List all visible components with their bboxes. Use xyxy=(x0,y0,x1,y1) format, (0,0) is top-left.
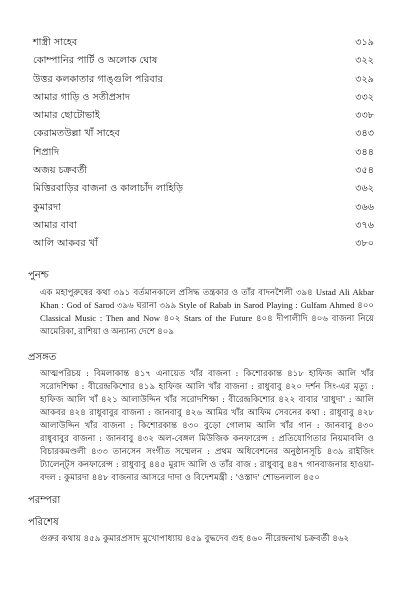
toc-entry-title: শিপ্রাদি xyxy=(33,146,60,158)
section-heading: প্রসঙ্গত xyxy=(28,351,57,363)
toc-entry xyxy=(28,199,374,217)
toc-entry-page: ৩৮০ xyxy=(355,238,374,250)
toc-entry-page: ৩৩৮ xyxy=(355,110,374,122)
toc-entry-title: শাস্ত্রী সাহেব xyxy=(33,37,78,48)
section-body: গুরুর কথায় ৪৫৯ কুমারপ্রসাদ মুখোপাধ্যায় ৪৫৯ বুদ্ধদেব গুহ ৪৬০ নীরেন্দ্রনাথ চক্রবর্তী ৪৬২ xyxy=(40,533,350,544)
toc-entry xyxy=(28,71,374,89)
section-parishesh xyxy=(28,515,374,546)
toc-entry xyxy=(28,89,374,107)
section-heading: পুনশ্চ xyxy=(28,269,49,281)
section-body: এক মহাপুরুষের কথা ৩৯১ বর্তমানকালে প্রসিদ্ধ তন্ত্রকার ও তাঁর বাদনশৈলী ৩৯৪ Ustad Ali Akbar Khan : God of Sarod ৩৯৬ ঘরানা ৩৯৯ Style of Rabab in Sarod Playing : Gulfam Ahmed ৪০০ Classical Music : Then and Now ৪০২ Stars of the Future ৪০৪ দীপালীদি ৪০৬ বাজনা নিয়ে আমেরিকা, রাশিয়া ও অন্যান্য দেশে ৪০৯ xyxy=(40,286,374,336)
section-prasanga xyxy=(28,350,374,485)
section-heading: পরম্পরা xyxy=(28,494,61,506)
toc-entry-title: আলি আকবর খাঁ xyxy=(33,238,98,250)
toc-entry-page: ৩২৯ xyxy=(355,73,374,85)
toc-entry-title: অজয় চক্রবর্তী xyxy=(33,165,88,177)
toc-entry xyxy=(28,52,374,70)
toc-entry-title: কুমারদা xyxy=(33,201,61,213)
toc-entry-title: আমার ছোটোভাই xyxy=(33,110,100,122)
toc-entry-title: কোম্পানির পার্টি ও অলোক ঘোষ xyxy=(33,55,158,67)
toc-entry-page: ৩৭৬ xyxy=(355,219,374,231)
toc-entry-page: ৩৫৪ xyxy=(355,165,374,177)
toc-entry-title: আমার গাড়ি ও সতীপ্রসাদ xyxy=(33,91,131,103)
toc-entry-title: আমার বাবা xyxy=(33,219,77,231)
toc-entry xyxy=(28,180,374,198)
toc-entry-page: ৩৩২ xyxy=(355,91,374,103)
toc-entry xyxy=(28,107,374,125)
toc-entry-page: ৩৬২ xyxy=(355,183,374,195)
table-of-contents xyxy=(28,34,374,254)
toc-entry xyxy=(28,162,374,180)
section-parampara xyxy=(28,493,374,509)
toc-entry-page: ৩৪৪ xyxy=(355,146,374,158)
toc-entry xyxy=(28,235,374,253)
toc-entry-page: ৩১৯ xyxy=(355,37,374,48)
toc-entry xyxy=(28,217,374,235)
section-heading: পরিশেষ xyxy=(28,516,59,528)
toc-entry-page: ৩২২ xyxy=(355,55,374,67)
toc-entry-title: কেরামতউল্লা খাঁ সাহেব xyxy=(33,128,120,140)
toc-entry-page: ৩৪৩ xyxy=(355,128,374,140)
section-punascha xyxy=(28,268,374,338)
toc-entry-title: মিত্তিরবাড়ির বাজনা ও কালাচাঁদ লাহিড়ি xyxy=(33,183,184,195)
toc-entry-title: উত্তর কলকাতার গাঙ্গুলি পরিবার xyxy=(33,73,163,85)
toc-entry-page: ৩৬৬ xyxy=(355,201,374,213)
toc-entry xyxy=(28,34,374,52)
section-body: আত্মপরিচয় : বিমলাকান্ত ৪১৭ এনায়েত খাঁর বাজনা : কিশোরকান্ত ৪১৮ হাফিজ আলি খাঁর সরোদশিক্ষা : বীরেন্দ্রকিশোর ৪১৯ হাফিজ আলি খাঁর বাজনা : রাধুবাবু ৪২০ দর্শন সিং-এর মৃত্যু : হাফিজ আলি খাঁ ৪২১ আলাউদ্দিন খাঁর সরোদশিক্ষা : বীরেন্দ্রকিশোর ৪২২ বাবার 'রাধুদা' : আলি আকবর ৪২৪ রাধুবাবুর বাজনা : জানবাবু ৪২৬ আমির খাঁর আফিম সেবনের কথা : রাধুবাবু ৪২৮ আলাউদ্দিন খাঁর বাজনা : কিশোরকান্ত ৪৩০ বুড়ো গোলাম আলি খাঁর গান : জানবাবু ৪৩০ রাধুবাবুর বাজনা : জানবাবু ৪৩২ অল-বেঙ্গল মিউজিক কনফারেন্স : প্রতিযোগিতার নিয়মাবলি ও বিচারকমণ্ডলী ৪৩৩ তানসেন সংগীত সম্মেলন : প্রথম অধিবেশনের অনুষ্ঠানসূচি ৪৩৯ রাইজিং ট্যালেন্ট্স কনফারেন্স : রাধুবাবু ৪৪৫ মুরাদ আলি ও তাঁর বাজ : রাধুবাবু ৪৪৭ গানবাজনার হাওয়া-বদল : কুমারদা ৪৪৮ বাজনার আসরে দাদা ও বিদেশমন্ত্রী : 'ওস্তাদ' শোভনলাল ৪৫০ xyxy=(40,368,374,483)
toc-entry xyxy=(28,125,374,143)
toc-entry xyxy=(28,144,374,162)
